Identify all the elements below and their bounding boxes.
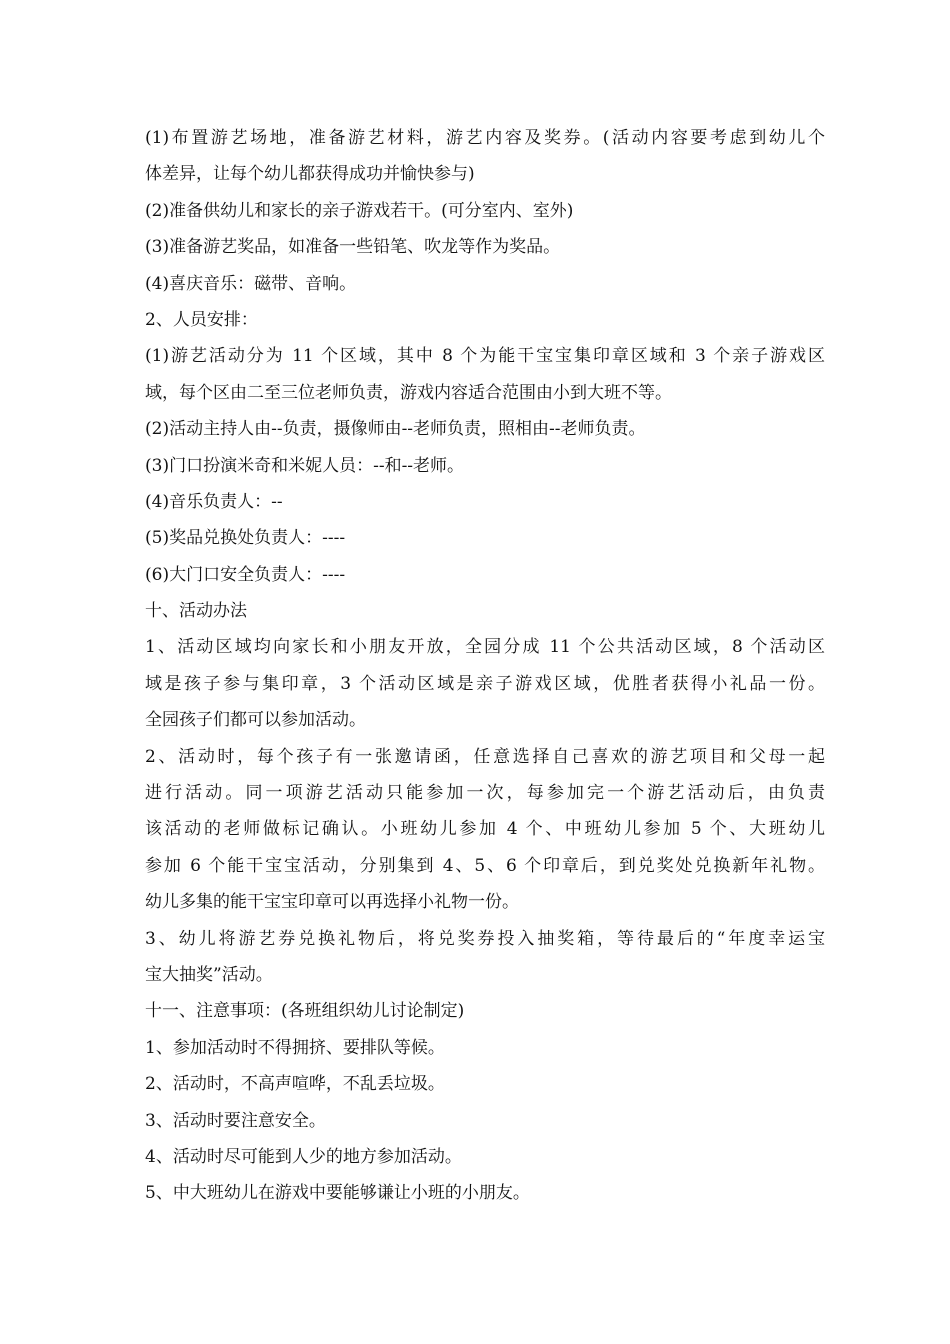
text-line: 3、幼儿将游艺券兑换礼物后，将兑奖券投入抽奖箱，等待最后的“年度幸运宝: [145, 928, 825, 949]
document-body: [145, 120, 825, 1212]
text-line: 2、活动时，不高声喧哗，不乱丢垃圾。: [145, 1074, 445, 1095]
text-line: (2)活动主持人由--负责，摄像师由--老师负责，照相由--老师负责。: [145, 419, 646, 440]
text-line: 5、中大班幼儿在游戏中要能够谦让小班的小朋友。: [145, 1183, 530, 1204]
text-line: 体差异，让每个幼儿都获得成功并愉快参与): [145, 164, 475, 185]
text-line: 域，每个区由二至三位老师负责，游戏内容适合范围由小到大班不等。: [145, 382, 672, 403]
text-line: (1)游艺活动分为 11 个区域，其中 8 个为能干宝宝集印章区域和 3 个亲子游戏区: [145, 346, 825, 367]
text-line: 十、活动办法: [145, 601, 247, 622]
text-line: (1)布置游艺场地，准备游艺材料，游艺内容及奖券。(活动内容要考虑到幼儿个: [145, 128, 825, 148]
text-line: 1、活动区域均向家长和小朋友开放，全园分成 11 个公共活动区域，8 个活动区: [145, 637, 825, 658]
text-line: (5)奖品兑换处负责人：----: [145, 528, 346, 549]
text-line: (6)大门口安全负责人：----: [145, 564, 346, 585]
text-line: (2)准备供幼儿和家长的亲子游戏若干。(可分室内、室外): [145, 200, 574, 221]
text-line: 十一、注意事项：(各班组织幼儿讨论制定): [145, 1001, 465, 1022]
text-line: 2、人员安排：: [145, 309, 258, 330]
text-line: (4)音乐负责人：--: [145, 491, 283, 512]
text-line: 3、活动时要注意安全。: [145, 1110, 326, 1131]
text-line: 域是孩子参与集印章，3 个活动区域是亲子游戏区域，优胜者获得小礼品一份。: [145, 673, 825, 694]
text-line: 幼儿多集的能干宝宝印章可以再选择小礼物一份。: [145, 892, 519, 913]
text-line: 4、活动时尽可能到人少的地方参加活动。: [145, 1146, 462, 1167]
text-line: 1、参加活动时不得拥挤、要排队等候。: [145, 1037, 445, 1058]
text-line: (3)准备游艺奖品，如准备一些铅笔、吹龙等作为奖品。: [145, 237, 561, 258]
text-line: 全园孩子们都可以参加活动。: [145, 710, 366, 731]
text-line: 该活动的老师做标记确认。小班幼儿参加 4 个、中班幼儿参加 5 个、大班幼儿: [145, 819, 825, 840]
text-line: (4)喜庆音乐：磁带、音响。: [145, 273, 357, 294]
text-line: 2、活动时，每个孩子有一张邀请函，任意选择自己喜欢的游艺项目和父母一起: [145, 746, 825, 767]
text-line: (3)门口扮演米奇和米妮人员：--和--老师。: [145, 455, 465, 476]
text-line: 进行活动。同一项游艺活动只能参加一次，每参加完一个游艺活动后，由负责: [145, 783, 825, 804]
text-line: 参加 6 个能干宝宝活动，分别集到 4、5、6 个印章后，到兑奖处兑换新年礼物。: [145, 855, 825, 876]
text-line: 宝大抽奖”活动。: [145, 964, 273, 985]
